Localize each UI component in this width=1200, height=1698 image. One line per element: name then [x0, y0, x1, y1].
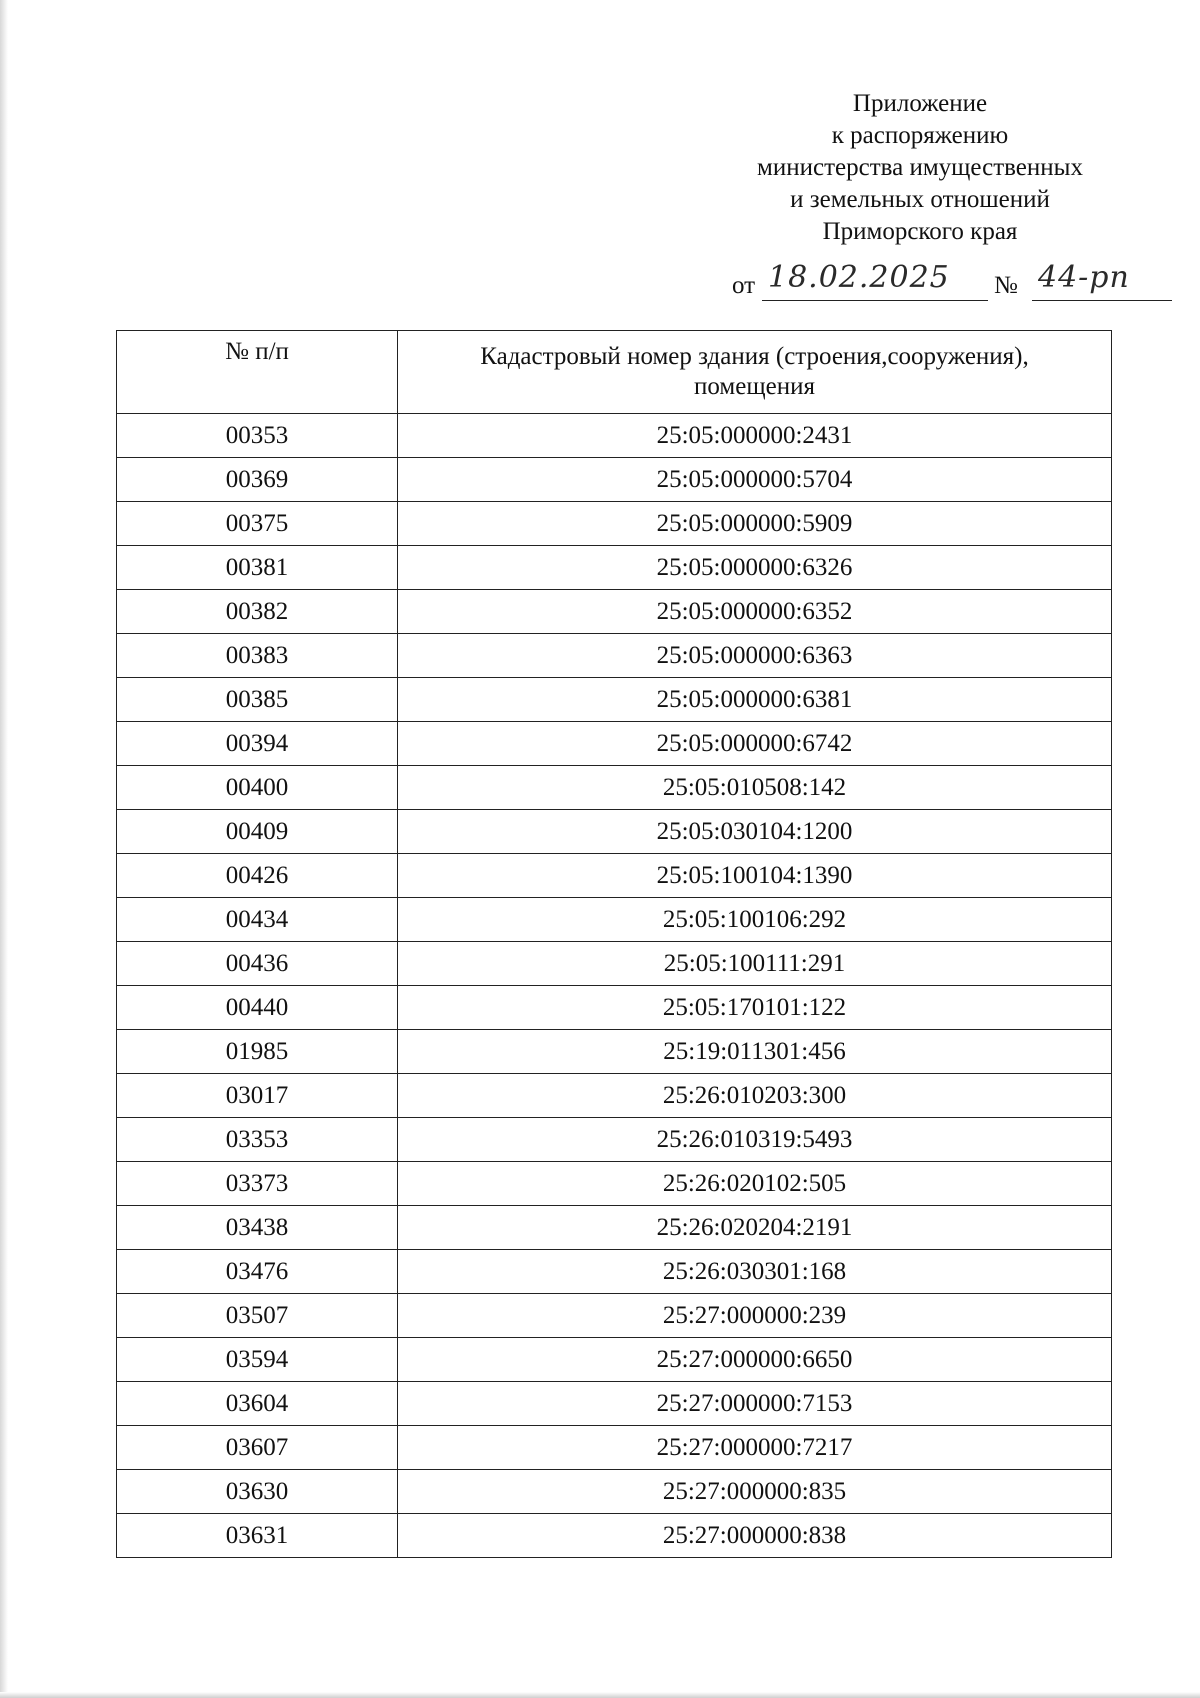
table-row — [117, 678, 1112, 722]
number-underline — [1032, 300, 1172, 301]
table-row — [117, 766, 1112, 810]
row-number-cell: 03630 — [117, 1470, 398, 1514]
row-number-cell: 00434 — [117, 898, 398, 942]
table-row — [117, 1514, 1112, 1558]
appendix-header — [700, 88, 1140, 248]
cadastral-number-cell: 25:19:011301:456 — [398, 1030, 1112, 1074]
scan-edge — [0, 0, 8, 1698]
cadastral-number-cell: 25:05:030104:1200 — [398, 810, 1112, 854]
cadastral-number-cell: 25:26:020102:505 — [398, 1162, 1112, 1206]
cadastral-number-cell: 25:05:100104:1390 — [398, 854, 1112, 898]
table-body — [117, 414, 1112, 1558]
row-number-cell: 00385 — [117, 678, 398, 722]
cadastral-number-cell: 25:27:000000:838 — [398, 1514, 1112, 1558]
appendix-line: к распоряжению — [831, 122, 1009, 149]
table-row — [117, 1118, 1112, 1162]
table-row — [117, 458, 1112, 502]
handwritten-number: 44-рп — [1038, 260, 1130, 295]
date-underline — [762, 300, 988, 301]
table-row — [117, 546, 1112, 590]
cadastral-number-cell: 25:27:000000:7153 — [398, 1382, 1112, 1426]
row-number-cell: 03353 — [117, 1118, 398, 1162]
appendix-title: Приложение — [852, 90, 988, 117]
table-header-row — [117, 331, 1112, 414]
row-number-cell: 00381 — [117, 546, 398, 590]
cadastral-number-cell: 25:26:010203:300 — [398, 1074, 1112, 1118]
number-sign: № — [994, 272, 1018, 299]
row-number-cell: 03438 — [117, 1206, 398, 1250]
row-number-cell: 03507 — [117, 1294, 398, 1338]
row-number-cell: 00394 — [117, 722, 398, 766]
cadastral-number-cell: 25:05:010508:142 — [398, 766, 1112, 810]
cadastral-number-cell: 25:27:000000:7217 — [398, 1426, 1112, 1470]
table-row — [117, 1294, 1112, 1338]
cadastral-number-cell: 25:05:000000:6326 — [398, 546, 1112, 590]
cadastral-number-cell: 25:05:000000:5909 — [398, 502, 1112, 546]
row-number-cell: 03607 — [117, 1426, 398, 1470]
table-row — [117, 634, 1112, 678]
table-row — [117, 1162, 1112, 1206]
table-row — [117, 854, 1112, 898]
cadastral-number-cell: 25:05:000000:6363 — [398, 634, 1112, 678]
table-row — [117, 414, 1112, 458]
table-row — [117, 986, 1112, 1030]
table-row — [117, 590, 1112, 634]
table-row — [117, 1382, 1112, 1426]
cadastral-number-cell: 25:05:000000:6742 — [398, 722, 1112, 766]
cadastral-number-cell: 25:26:010319:5493 — [398, 1118, 1112, 1162]
table-row — [117, 1470, 1112, 1514]
row-number-cell: 00426 — [117, 854, 398, 898]
row-number-cell: 03476 — [117, 1250, 398, 1294]
column-header-num: № п/п — [117, 331, 398, 414]
appendix-line: и земельных отношений — [790, 186, 1050, 213]
row-number-cell: 00400 — [117, 766, 398, 810]
cadastral-number-cell: 25:05:000000:5704 — [398, 458, 1112, 502]
scan-edge — [0, 1692, 1200, 1698]
row-number-cell: 00353 — [117, 414, 398, 458]
cadastral-number-cell: 25:05:000000:2431 — [398, 414, 1112, 458]
handwritten-date: 18.02.2025 — [768, 260, 950, 295]
row-number-cell: 00382 — [117, 590, 398, 634]
cadastral-number-cell: 25:05:000000:6381 — [398, 678, 1112, 722]
table-row — [117, 810, 1112, 854]
row-number-cell: 03594 — [117, 1338, 398, 1382]
table-row — [117, 502, 1112, 546]
cadastral-table — [116, 330, 1112, 1558]
row-number-cell: 03017 — [117, 1074, 398, 1118]
row-number-cell: 00369 — [117, 458, 398, 502]
cadastral-number-cell: 25:27:000000:835 — [398, 1470, 1112, 1514]
order-date-line — [732, 262, 1172, 302]
cadastral-number-cell: 25:27:000000:6650 — [398, 1338, 1112, 1382]
appendix-line: министерства имущественных — [757, 154, 1083, 181]
row-number-cell: 00436 — [117, 942, 398, 986]
table-row — [117, 942, 1112, 986]
cadastral-number-cell: 25:27:000000:239 — [398, 1294, 1112, 1338]
row-number-cell: 00409 — [117, 810, 398, 854]
row-number-cell: 03373 — [117, 1162, 398, 1206]
date-prefix: от — [732, 272, 756, 299]
table-row — [117, 1250, 1112, 1294]
cadastral-number-cell: 25:05:100111:291 — [398, 942, 1112, 986]
row-number-cell: 01985 — [117, 1030, 398, 1074]
table-row — [117, 1338, 1112, 1382]
table-row — [117, 898, 1112, 942]
row-number-cell: 00440 — [117, 986, 398, 1030]
row-number-cell: 00383 — [117, 634, 398, 678]
row-number-cell: 03604 — [117, 1382, 398, 1426]
row-number-cell: 03631 — [117, 1514, 398, 1558]
cadastral-number-cell: 25:05:170101:122 — [398, 986, 1112, 1030]
appendix-line: Приморского края — [822, 218, 1018, 245]
table-row — [117, 722, 1112, 766]
table-row — [117, 1206, 1112, 1250]
column-header-cadastral: Кадастровый номер здания (строения,сооружения), помещения — [398, 331, 1112, 414]
row-number-cell: 00375 — [117, 502, 398, 546]
cadastral-number-cell: 25:05:100106:292 — [398, 898, 1112, 942]
table-row — [117, 1030, 1112, 1074]
table-row — [117, 1426, 1112, 1470]
table-row — [117, 1074, 1112, 1118]
cadastral-number-cell: 25:26:020204:2191 — [398, 1206, 1112, 1250]
cadastral-number-cell: 25:26:030301:168 — [398, 1250, 1112, 1294]
cadastral-number-cell: 25:05:000000:6352 — [398, 590, 1112, 634]
